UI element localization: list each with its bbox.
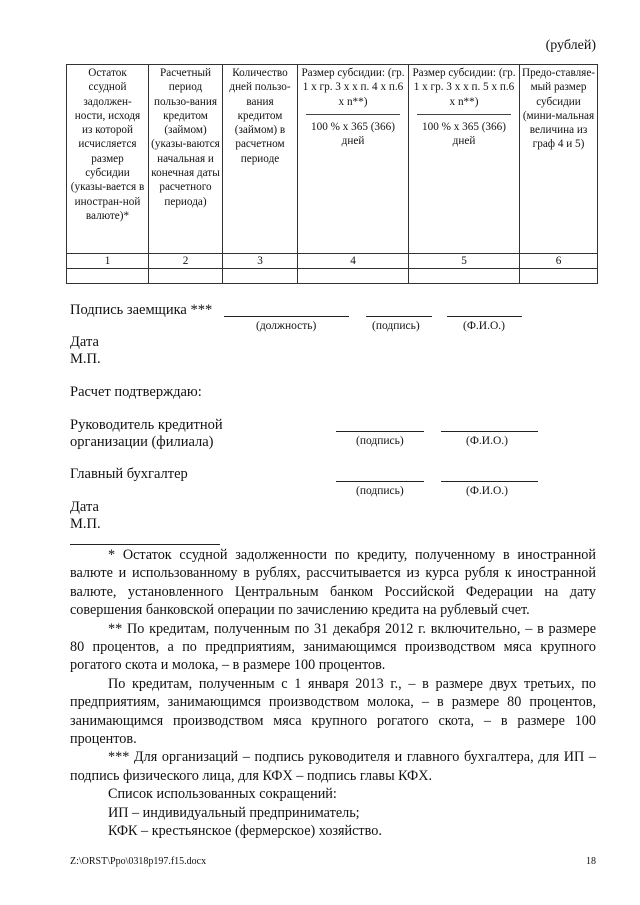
confirm-label: Расчет подтверждаю: bbox=[70, 384, 202, 400]
footnote-3: По кредитам, полученным с 1 января 2013 г., – в размере двух третьих, по предприятиям, занимающимся производством молока, – в размере 80 процентов, занимающимся производством мяса крупного рогатого скота, – в размере 100 процентов. bbox=[70, 675, 596, 748]
col5-fraction-line bbox=[417, 114, 511, 115]
column-number: 3 bbox=[223, 254, 298, 269]
data-cell bbox=[149, 269, 223, 284]
subsidy-table bbox=[66, 64, 598, 284]
date-label-2: Дата bbox=[70, 499, 99, 515]
accountant-signature-line bbox=[336, 481, 424, 482]
footnotes bbox=[70, 546, 596, 841]
empty-data-row bbox=[67, 269, 598, 284]
footnote-1: * Остаток ссудной задолженности по кредиту, полученному в иностранной валюте и использованному в рублях, рассчитывается из курса рубля к иностранной валюте, установленного Центральным банком Российской Федерации на дату совершения банковской операции по зачислению кредита на рублевый счет. bbox=[70, 547, 596, 619]
head-label-line1: Руководитель кредитной bbox=[70, 417, 223, 433]
header-cell-6: Предо-ставляе-мый размер субсидии (мини-мальная величина из граф 4 и 5) bbox=[520, 65, 598, 254]
borrower-signature-label: Подпись заемщика *** bbox=[70, 302, 213, 318]
caption-position: (должность) bbox=[256, 320, 317, 332]
column-number-row bbox=[67, 254, 598, 269]
header-cell-3: Количество дней пользо-вания кредитом (займом) в расчетном периоде bbox=[223, 65, 298, 254]
footnote-2: ** По кредитам, полученным по 31 декабря 2012 г. включительно, – в размере 80 процентов, а по предприятиям, занимающимся производством мяса крупного рогатого скота и молока, – в размере 100 процентов. bbox=[70, 620, 596, 674]
accountant-caption-name: (Ф.И.О.) bbox=[466, 485, 508, 497]
data-cell bbox=[298, 269, 409, 284]
col5-numerator: Размер субсидии: (гр. 1 x гр. 3 x x п. 5 x п.6 x n**) bbox=[412, 67, 516, 108]
header-cell-2: Расчетный период пользо-вания кредитом (займом) (указы-ваются начальная и конечная даты расчетного периода) bbox=[149, 65, 223, 254]
data-cell bbox=[520, 269, 598, 284]
header-cell-4 bbox=[298, 65, 409, 254]
column-number: 2 bbox=[149, 254, 223, 269]
data-cell bbox=[223, 269, 298, 284]
data-cell bbox=[409, 269, 520, 284]
stamp-label-2: М.П. bbox=[70, 516, 101, 532]
head-caption-signature: (подпись) bbox=[356, 435, 404, 447]
column-number: 4 bbox=[298, 254, 409, 269]
signature-line bbox=[366, 316, 432, 317]
stamp-label: М.П. bbox=[70, 351, 101, 367]
column-number: 1 bbox=[67, 254, 149, 269]
head-label-line2: организации (филиала) bbox=[70, 434, 214, 450]
column-number: 6 bbox=[520, 254, 598, 269]
head-name-line bbox=[441, 431, 538, 432]
caption-name: (Ф.И.О.) bbox=[463, 320, 505, 332]
accountant-label: Главный бухгалтер bbox=[70, 466, 188, 482]
head-signature-line bbox=[336, 431, 424, 432]
accountant-caption-signature: (подпись) bbox=[356, 485, 404, 497]
name-line bbox=[447, 316, 522, 317]
col4-denominator: 100 % x 365 (366) дней bbox=[311, 120, 395, 148]
accountant-name-line bbox=[441, 481, 538, 482]
header-cell-1: Остаток ссудной задолжен-ности, исходя из которой исчисляется размер субсидии (указы-вается в иностран-ной валюте)* bbox=[67, 65, 149, 254]
abbreviation-kfk: КФК – крестьянское (фермерское) хозяйство. bbox=[108, 823, 382, 840]
column-number: 5 bbox=[409, 254, 520, 269]
footnote-4: *** Для организаций – подпись руководителя и главного бухгалтера, для ИП – подпись физического лица, для КФХ – подпись главы КФХ. bbox=[70, 749, 596, 784]
table-header-row bbox=[67, 65, 598, 254]
header-cell-5 bbox=[409, 65, 520, 254]
position-line bbox=[224, 316, 349, 317]
file-path: Z:\ORST\Ppo\0318p197.f15.docx bbox=[70, 856, 207, 867]
data-cell bbox=[67, 269, 149, 284]
col5-denominator: 100 % x 365 (366) дней bbox=[422, 120, 506, 148]
units-label: (рублей) bbox=[545, 38, 596, 53]
col4-numerator: Размер субсидии: (гр. 1 x гр. 3 x x п. 4 x п.6 x n**) bbox=[301, 67, 405, 108]
footnote-separator bbox=[70, 544, 220, 545]
head-caption-name: (Ф.И.О.) bbox=[466, 435, 508, 447]
date-label: Дата bbox=[70, 334, 99, 350]
page-number: 18 bbox=[586, 856, 596, 867]
abbreviations-title: Список использованных сокращений: bbox=[108, 786, 337, 803]
caption-signature: (подпись) bbox=[372, 320, 420, 332]
col4-fraction-line bbox=[306, 114, 400, 115]
abbreviation-ip: ИП – индивидуальный предприниматель; bbox=[108, 804, 360, 821]
